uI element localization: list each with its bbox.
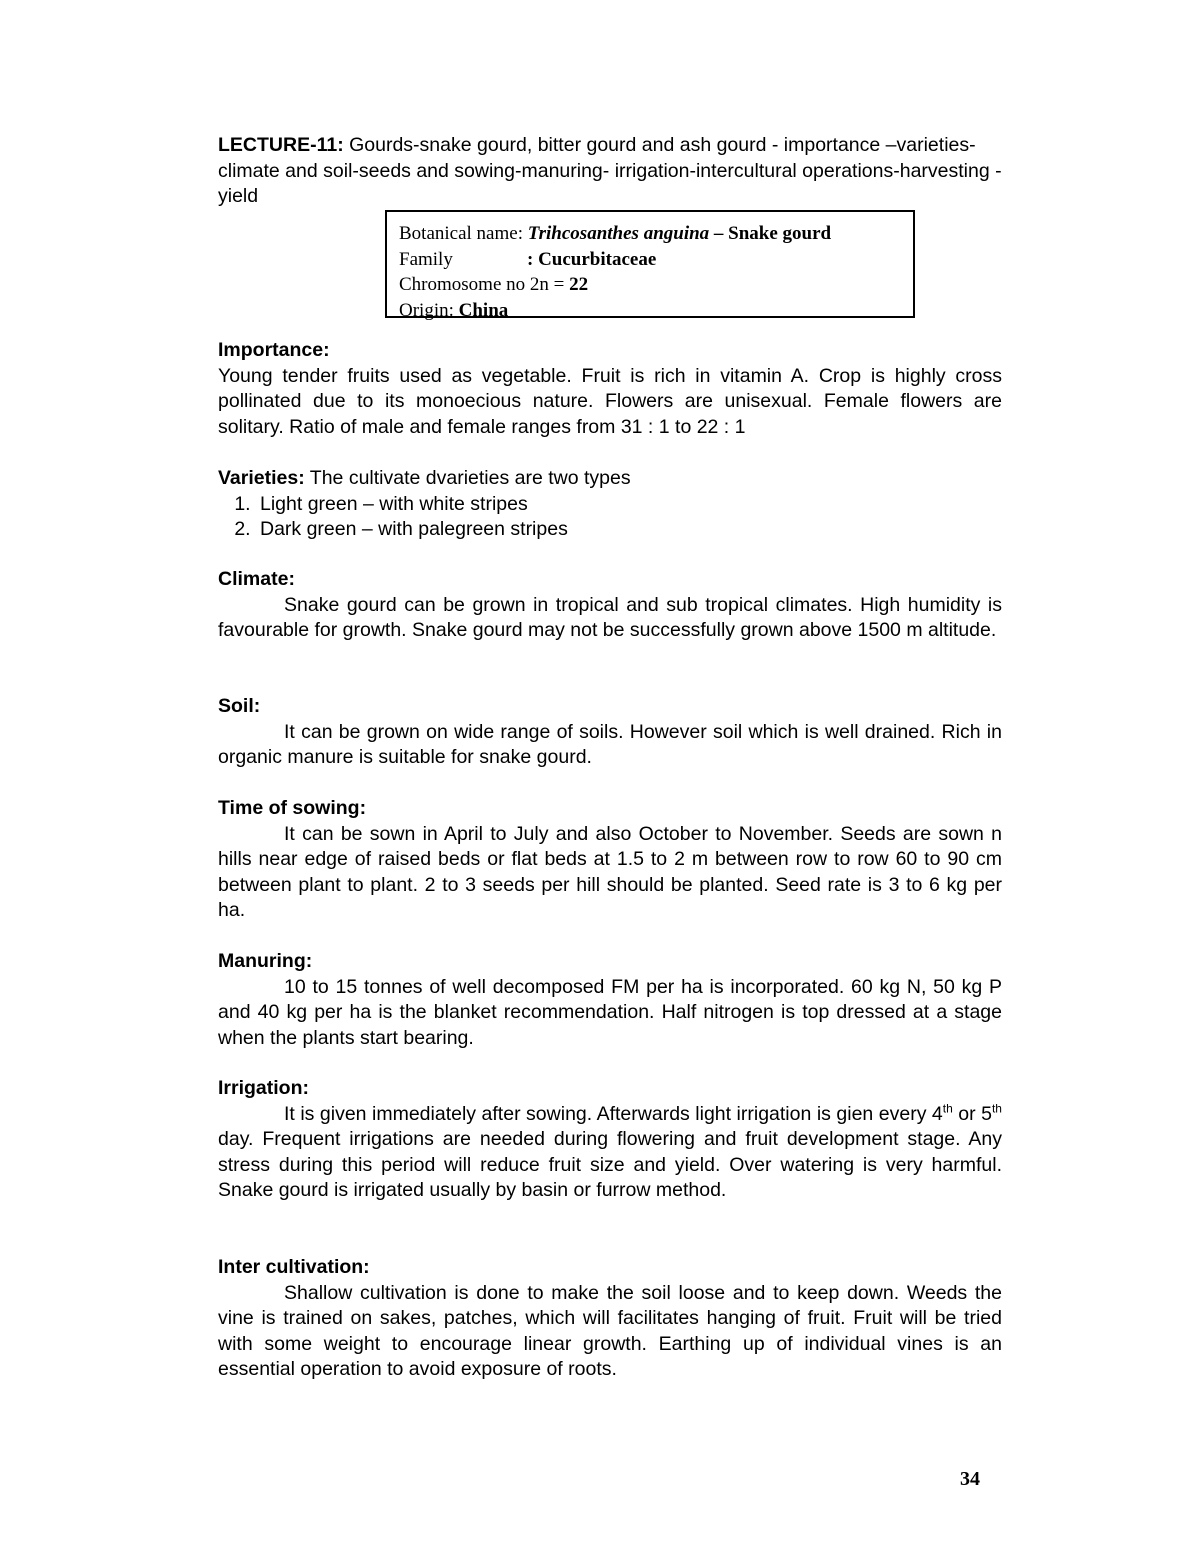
family-value: : Cucurbitaceae <box>527 248 657 270</box>
list-item: 2. Dark green – with palegreen stripes <box>256 517 1002 543</box>
soil-section <box>218 694 1002 771</box>
irrigation-heading: Irrigation: <box>218 1077 309 1099</box>
page-number: 34 <box>960 1468 980 1490</box>
climate-text: Snake gourd can be grown in tropical and sub tropical climates. High humidity is favourable for growth. Snake gourd may not be successfully grown above 1500 m altitude. <box>218 593 1002 641</box>
lecture-label: LECTURE-11: <box>218 134 344 156</box>
botanical-info-box <box>385 210 915 321</box>
manuring-section <box>218 949 1002 1051</box>
lecture-title <box>218 133 1002 210</box>
sowing-text: It can be sown in April to July and also October to November. Seeds are sown n hills near edge of raised beds or flat beds at 1.5 to 2 m between row to row 60 to 90 cm between plant to plant. 2 to 3 seeds per hill should be planted. Seed rate is 3 to 6 kg per ha. <box>218 822 1002 921</box>
importance-text: Young tender fruits used as vegetable. Fruit is rich in vitamin A. Crop is highly cross pollinated due to its monoecious nature. Flowers are unisexual. Female flowers are solitary. Ratio of male and female ranges from 31 : 1 to 22 : 1 <box>218 364 1002 438</box>
list-item: 1. Light green – with white stripes <box>256 492 1002 518</box>
botanical-name-value: Trihcosanthes anguina <box>527 223 710 244</box>
importance-section <box>218 338 1002 440</box>
botanical-name-row: Botanical name: Trihcosanthes anguina – Snake gourd <box>399 223 832 244</box>
irrigation-section <box>218 1076 1002 1204</box>
chromosome-value: 22 <box>569 274 589 295</box>
irrigation-text: It is given immediately after sowing. Afterwards light irrigation is gien every 4th or 5th day. Frequent irrigations are needed during flowering and fruit development stage. Any stress during this period will reduce fruit size and yield. Over watering is very harmful. Snake gourd is irrigated usually by basin or furrow method. <box>218 1101 1002 1201</box>
importance-heading: Importance: <box>218 339 330 361</box>
intercultivation-heading: Inter cultivation: <box>218 1256 370 1278</box>
climate-heading: Climate: <box>218 568 295 590</box>
sowing-section <box>218 796 1002 924</box>
intercultivation-text: Shallow cultivation is done to make the soil loose and to keep down. Weeds the vine is trained on sakes, patches, which will facilitates hanging of fruit. Fruit will be tried with some weight to encourage linear growth. Earthing up of individual vines is an essential operation to avoid exposure of roots. <box>218 1281 1002 1380</box>
manuring-text: 10 to 15 tonnes of well decomposed FM per ha is incorporated. 60 kg N, 50 kg P and 40 kg per ha is the blanket recommendation. Half nitrogen is top dressed at a stage when the plants start bearing. <box>218 975 1002 1049</box>
intercultivation-section <box>218 1255 1002 1383</box>
soil-heading: Soil: <box>218 695 261 717</box>
origin-row: Origin: China <box>399 299 509 321</box>
varieties-intro: The cultivate dvarieties are two types <box>304 467 631 489</box>
origin-value: China <box>458 299 509 321</box>
manuring-heading: Manuring: <box>218 950 313 972</box>
chromosome-row: Chromosome no 2n = 22 <box>399 274 589 295</box>
climate-section <box>218 567 1002 644</box>
lecture-topics: Gourds-snake gourd, bitter gourd and ash gourd - importance –varieties-climate and soil-seeds and sowing-manuring- irrigation-intercultural operations-harvesting - yield <box>218 134 1002 207</box>
sowing-heading: Time of sowing: <box>218 797 367 819</box>
soil-text: It can be grown on wide range of soils. However soil which is well drained. Rich in organic manure is suitable for snake gourd. <box>218 720 1002 768</box>
varieties-section <box>218 466 1002 543</box>
varieties-heading: Varieties: <box>218 467 305 489</box>
family-row: Family : Cucurbitaceae <box>399 248 657 270</box>
varieties-list <box>218 492 1002 543</box>
